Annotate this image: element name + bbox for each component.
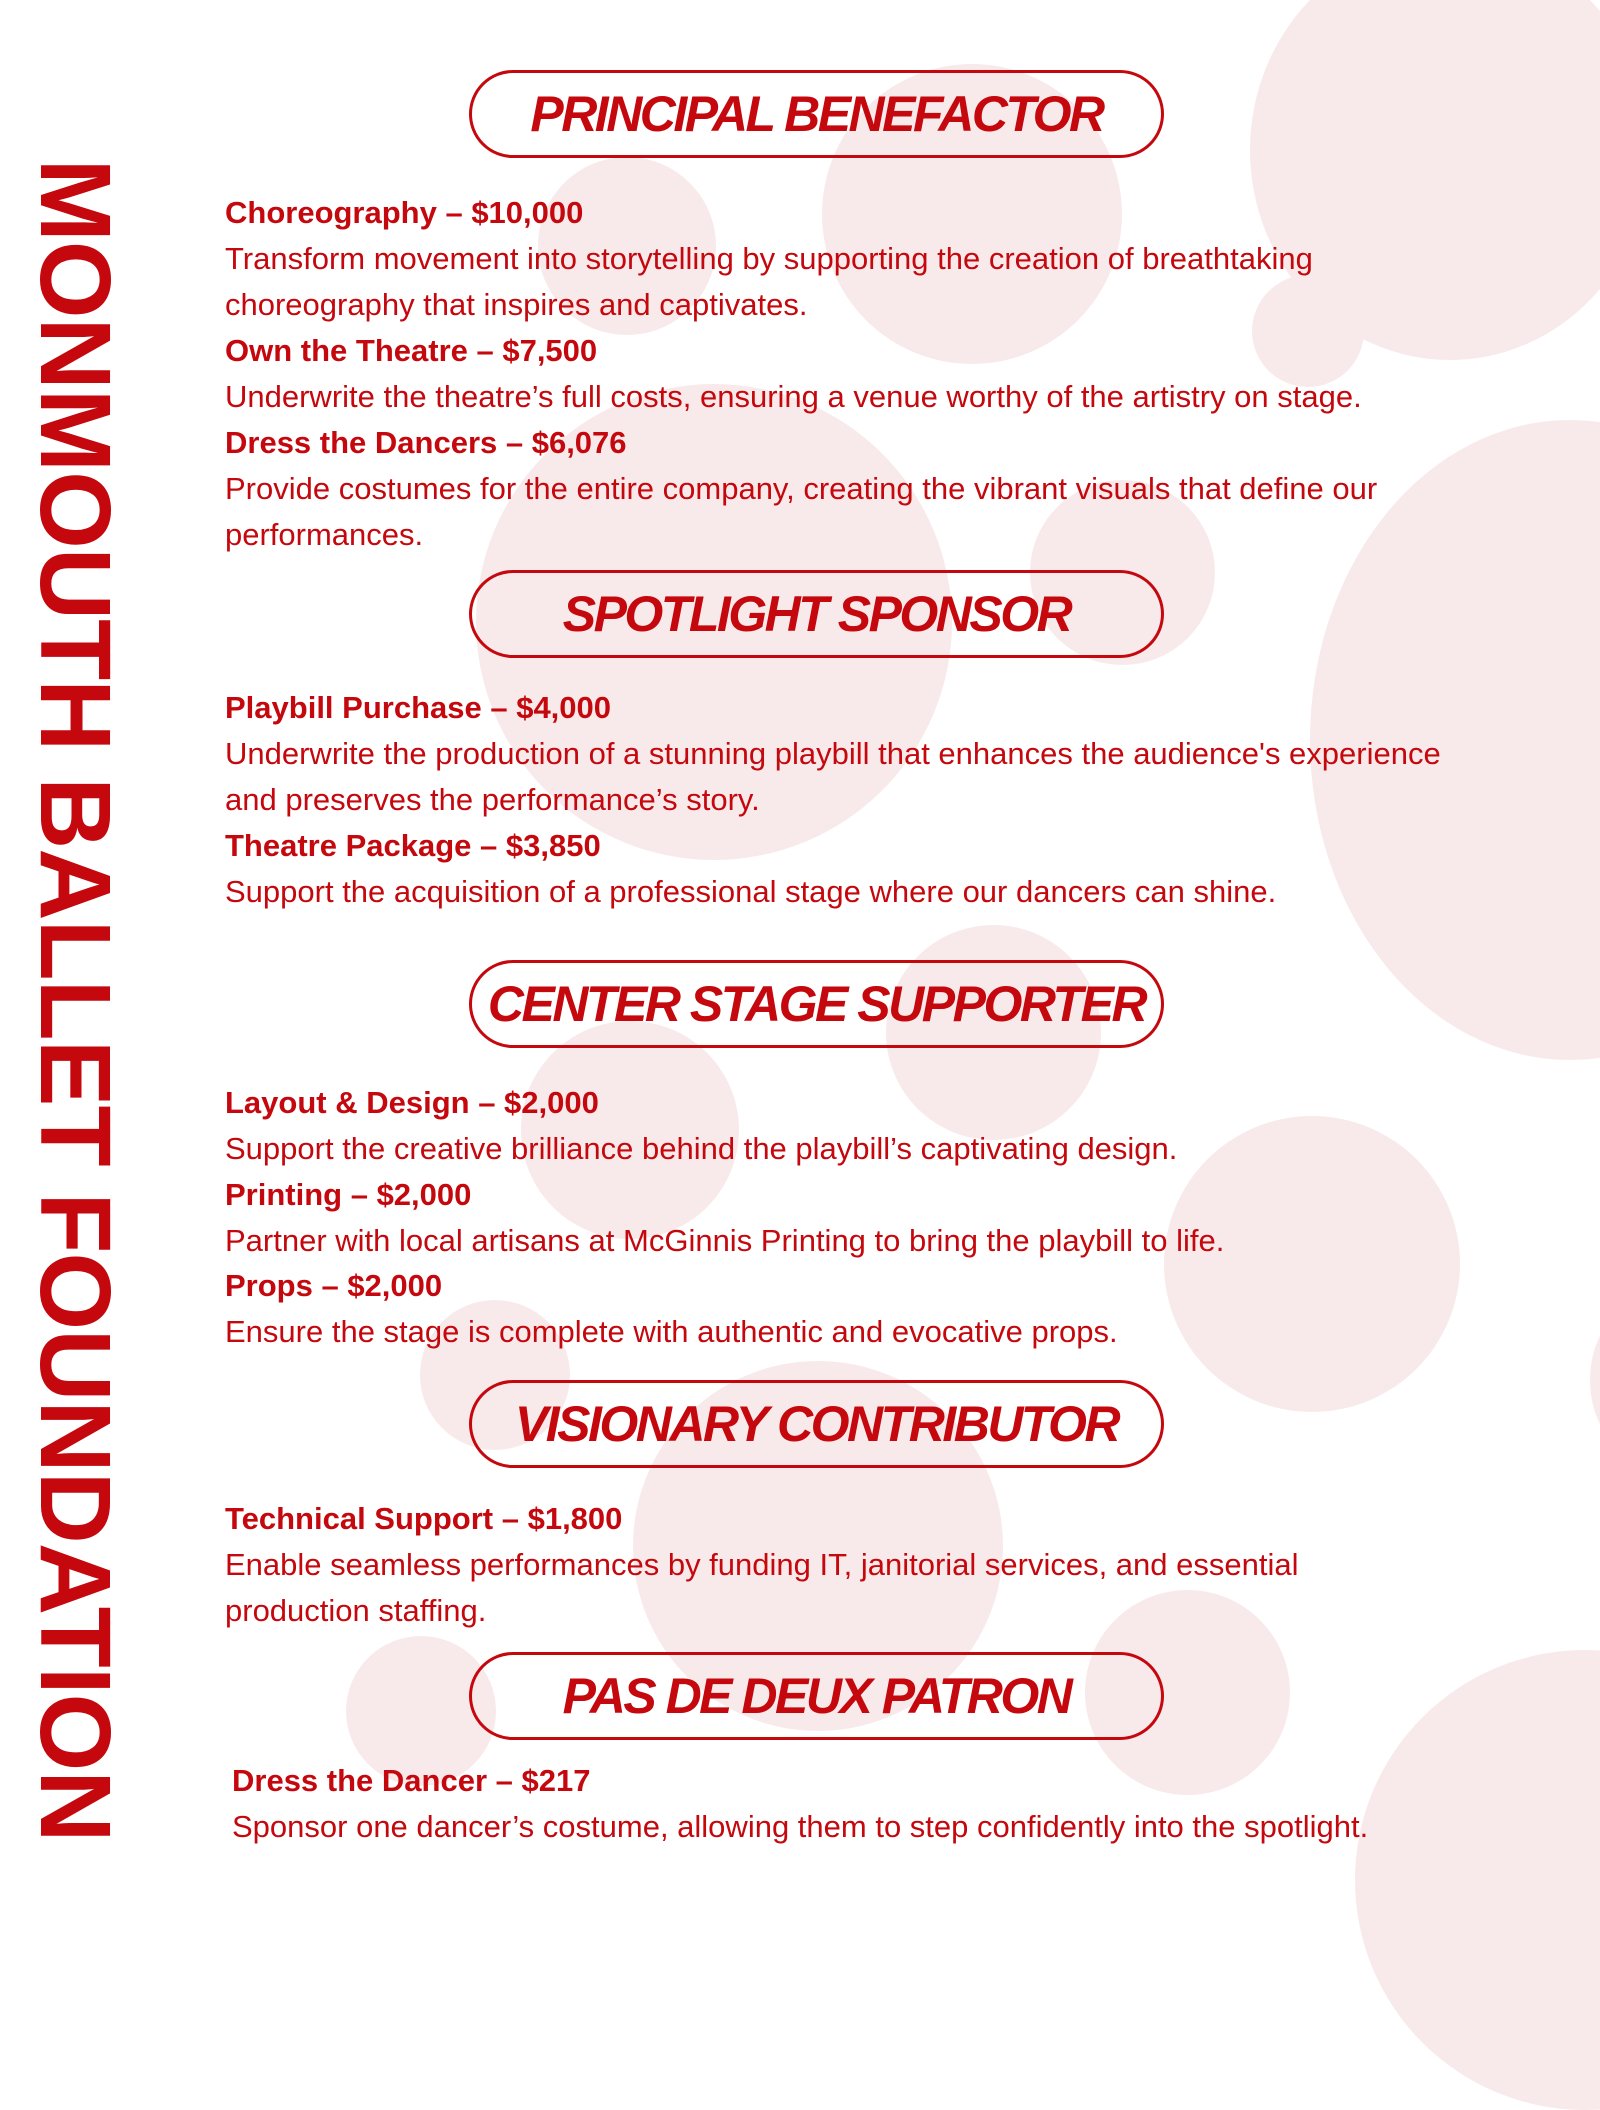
item-title: Playbill Purchase – $4,000: [225, 690, 612, 725]
item-description: Ensure the stage is complete with authentic and evocative props.: [225, 1314, 1118, 1349]
tier-heading-center-stage-supporter: CENTER STAGE SUPPORTER: [469, 960, 1164, 1048]
item-description: Partner with local artisans at McGinnis Printing to bring the playbill to life.: [225, 1223, 1225, 1258]
item-title: Printing – $2,000: [225, 1177, 472, 1212]
item-description: Transform movement into storytelling by supporting the creation of breathtaking choreography that inspires and captivates.: [225, 241, 1313, 322]
sponsorship-item: [225, 420, 1525, 558]
item-title: Technical Support – $1,800: [225, 1501, 623, 1536]
item-title: Layout & Design – $2,000: [225, 1085, 599, 1120]
sponsorship-item: [232, 1758, 1532, 1850]
item-description: Sponsor one dancer’s costume, allowing them to step confidently into the spotlight.: [232, 1809, 1369, 1844]
item-title: Props – $2,000: [225, 1268, 443, 1303]
item-description: Provide costumes for the entire company, creating the vibrant visuals that define our performances.: [225, 471, 1378, 552]
item-description: Support the creative brilliance behind the playbill’s captivating design.: [225, 1131, 1178, 1166]
sponsorship-item: [225, 1263, 1525, 1355]
item-description: Underwrite the theatre’s full costs, ensuring a venue worthy of the artistry on stage.: [225, 379, 1362, 414]
organization-title: MONMOUTH BALLET FOUNDATION: [19, 158, 131, 1842]
tier-heading-visionary-contributor: VISIONARY CONTRIBUTOR: [469, 1380, 1164, 1468]
sponsorship-item: [225, 823, 1525, 915]
sponsorship-item: [225, 1172, 1525, 1264]
item-title: Dress the Dancers – $6,076: [225, 425, 627, 460]
item-title: Choreography – $10,000: [225, 195, 584, 230]
tier-heading-pas-de-deux-patron: PAS DE DEUX PATRON: [469, 1652, 1164, 1740]
item-title: Theatre Package – $3,850: [225, 828, 601, 863]
sponsorship-item: [225, 1496, 1525, 1634]
tier-heading-principal-benefactor: PRINCIPAL BENEFACTOR: [469, 70, 1164, 158]
item-description: Support the acquisition of a professional stage where our dancers can shine.: [225, 874, 1277, 909]
sponsorship-item: [225, 685, 1525, 823]
sponsorship-item: [225, 1080, 1525, 1172]
item-description: Enable seamless performances by funding IT, janitorial services, and essential production staffing.: [225, 1547, 1299, 1628]
tier-heading-spotlight-sponsor: SPOTLIGHT SPONSOR: [469, 570, 1164, 658]
sponsorship-item: [225, 328, 1525, 420]
item-title: Own the Theatre – $7,500: [225, 333, 598, 368]
item-description: Underwrite the production of a stunning playbill that enhances the audience's experience and preserves the performance’s story.: [225, 736, 1441, 817]
item-title: Dress the Dancer – $217: [232, 1763, 591, 1798]
sponsorship-item: [225, 190, 1525, 328]
